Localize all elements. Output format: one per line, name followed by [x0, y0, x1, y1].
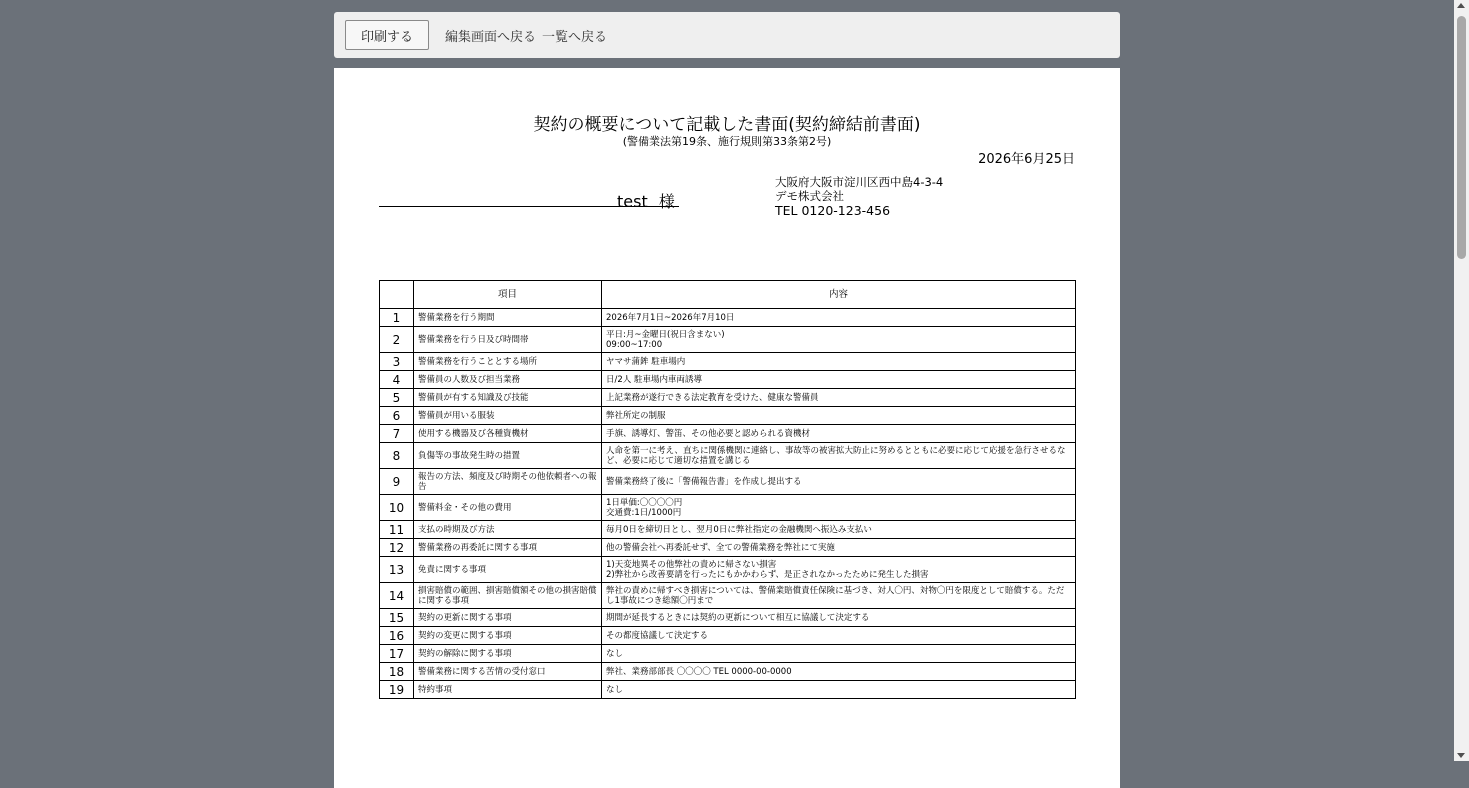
- recipient-suffix: 様: [658, 192, 675, 211]
- row-item: 特約事項: [414, 681, 602, 699]
- document-page: [334, 68, 1120, 788]
- toolbar: [334, 12, 1120, 58]
- table-row: [380, 681, 1076, 699]
- row-item: 支払の時期及び方法: [414, 521, 602, 539]
- print-button[interactable]: 印刷する: [345, 20, 429, 50]
- row-content: 他の警備会社へ再委託せず、全ての警備業務を弊社にて実施: [602, 539, 1076, 557]
- row-content: ヤマサ蒲鉾 駐車場内: [602, 353, 1076, 371]
- row-item: 警備員が有する知識及び技能: [414, 389, 602, 407]
- header-no: [380, 281, 414, 309]
- vertical-scrollbar[interactable]: [1454, 0, 1469, 761]
- row-number: 5: [380, 389, 414, 407]
- row-content: その都度協議して決定する: [602, 627, 1076, 645]
- row-content: 手旗、誘導灯、警笛、その他必要と認められる資機材: [602, 425, 1076, 443]
- recipient-name: test: [617, 192, 648, 211]
- row-item: 損害賠償の範囲、損害賠償額その他の損害賠償に関する事項: [414, 583, 602, 609]
- row-item: 警備業務を行うこととする場所: [414, 353, 602, 371]
- row-item: 契約の更新に関する事項: [414, 609, 602, 627]
- row-number: 19: [380, 681, 414, 699]
- row-number: 12: [380, 539, 414, 557]
- row-item: 警備料金・その他の費用: [414, 495, 602, 521]
- row-content: 警備業務終了後に「警備報告書」を作成し提出する: [602, 469, 1076, 495]
- row-number: 15: [380, 609, 414, 627]
- row-item: 警備業務に関する苦情の受付窓口: [414, 663, 602, 681]
- row-item: 警備員が用いる服装: [414, 407, 602, 425]
- table-row: [380, 327, 1076, 353]
- recipient: [617, 189, 675, 212]
- table-row: [380, 309, 1076, 327]
- header-item: 項目: [414, 281, 602, 309]
- table-row: [380, 627, 1076, 645]
- row-content: 弊社、業務部部長 〇〇〇〇 TEL 0000-00-0000: [602, 663, 1076, 681]
- table-row: [380, 443, 1076, 469]
- row-number: 11: [380, 521, 414, 539]
- row-number: 18: [380, 663, 414, 681]
- company-address: 大阪府大阪市淀川区西中島4-3-4: [775, 175, 944, 189]
- row-item: 免責に関する事項: [414, 557, 602, 583]
- scroll-down-arrow-icon[interactable]: [1457, 753, 1465, 758]
- row-item: 契約の解除に関する事項: [414, 645, 602, 663]
- row-number: 10: [380, 495, 414, 521]
- row-content: 上記業務が遂行できる法定教育を受けた、健康な警備員: [602, 389, 1076, 407]
- row-content: 平日:月~金曜日(祝日含まない) 09:00~17:00: [602, 327, 1076, 353]
- header-content: 内容: [602, 281, 1076, 309]
- row-item: 警備員の人数及び担当業務: [414, 371, 602, 389]
- table-row: [380, 663, 1076, 681]
- table-row: [380, 425, 1076, 443]
- row-number: 9: [380, 469, 414, 495]
- table-row: [380, 557, 1076, 583]
- back-to-edit-link[interactable]: 編集画面へ戻る: [445, 29, 537, 45]
- table-row: [380, 521, 1076, 539]
- row-content: 毎月0日を締切日とし、翌月0日に弊社指定の金融機関へ振込み支払い: [602, 521, 1076, 539]
- document-date: 2026年6月25日: [978, 152, 1075, 167]
- row-content: 弊社の責めに帰すべき損害については、警備業賠償責任保険に基づき、対人〇円、対物〇円を限度として賠償する。ただし1事故につき総額〇円まで: [602, 583, 1076, 609]
- scrollbar-thumb[interactable]: [1457, 16, 1466, 259]
- row-number: 14: [380, 583, 414, 609]
- row-number: 1: [380, 309, 414, 327]
- row-number: 6: [380, 407, 414, 425]
- scroll-up-arrow-icon[interactable]: [1457, 3, 1465, 8]
- table-row: [380, 353, 1076, 371]
- table-row: [380, 495, 1076, 521]
- table-row: [380, 469, 1076, 495]
- row-number: 8: [380, 443, 414, 469]
- row-content: 日/2人 駐車場内車両誘導: [602, 371, 1076, 389]
- row-item: 警備業務の再委託に関する事項: [414, 539, 602, 557]
- back-to-list-link[interactable]: 一覧へ戻る: [542, 29, 608, 45]
- row-number: 3: [380, 353, 414, 371]
- row-number: 2: [380, 327, 414, 353]
- table-row: [380, 583, 1076, 609]
- row-number: 17: [380, 645, 414, 663]
- row-content: なし: [602, 681, 1076, 699]
- company-tel: TEL 0120-123-456: [775, 203, 891, 218]
- row-item: 契約の変更に関する事項: [414, 627, 602, 645]
- document-title: 契約の概要について記載した書面(契約締結前書面): [533, 115, 921, 135]
- document-subtitle: (警備業法第19条、施行規則第33条第2号): [622, 135, 832, 148]
- table-row: [380, 645, 1076, 663]
- row-item: 報告の方法、頻度及び時期その他依頼者への報告: [414, 469, 602, 495]
- row-content: 1)天変地異その他弊社の責めに帰さない損害 2)弊社から改善要請を行ったにもかかわらず、是正されなかったために発生した損害: [602, 557, 1076, 583]
- table-header-row: [380, 281, 1076, 309]
- row-item: 警備業務を行う期間: [414, 309, 602, 327]
- row-content: なし: [602, 645, 1076, 663]
- company-info: [775, 175, 943, 218]
- row-content: 期間が延長するときには契約の更新について相互に協議して決定する: [602, 609, 1076, 627]
- row-content: 弊社所定の制服: [602, 407, 1076, 425]
- row-number: 4: [380, 371, 414, 389]
- row-item: 負傷等の事故発生時の措置: [414, 443, 602, 469]
- row-item: 使用する機器及び各種資機材: [414, 425, 602, 443]
- row-number: 16: [380, 627, 414, 645]
- row-content: 人命を第一に考え、直ちに関係機関に連絡し、事故等の被害拡大防止に努めるとともに必要に応じて応援を急行させるなど、必要に応じて適切な措置を講じる: [602, 443, 1076, 469]
- row-number: 7: [380, 425, 414, 443]
- table-row: [380, 371, 1076, 389]
- table-row: [380, 389, 1076, 407]
- company-name: デモ株式会社: [775, 189, 844, 203]
- table-row: [380, 407, 1076, 425]
- row-number: 13: [380, 557, 414, 583]
- table-row: [380, 539, 1076, 557]
- contract-table: [379, 280, 1076, 699]
- row-content: 2026年7月1日~2026年7月10日: [602, 309, 1076, 327]
- row-item: 警備業務を行う日及び時間帯: [414, 327, 602, 353]
- row-content: 1日単価:〇〇〇〇円 交通費:1日/1000円: [602, 495, 1076, 521]
- table-row: [380, 609, 1076, 627]
